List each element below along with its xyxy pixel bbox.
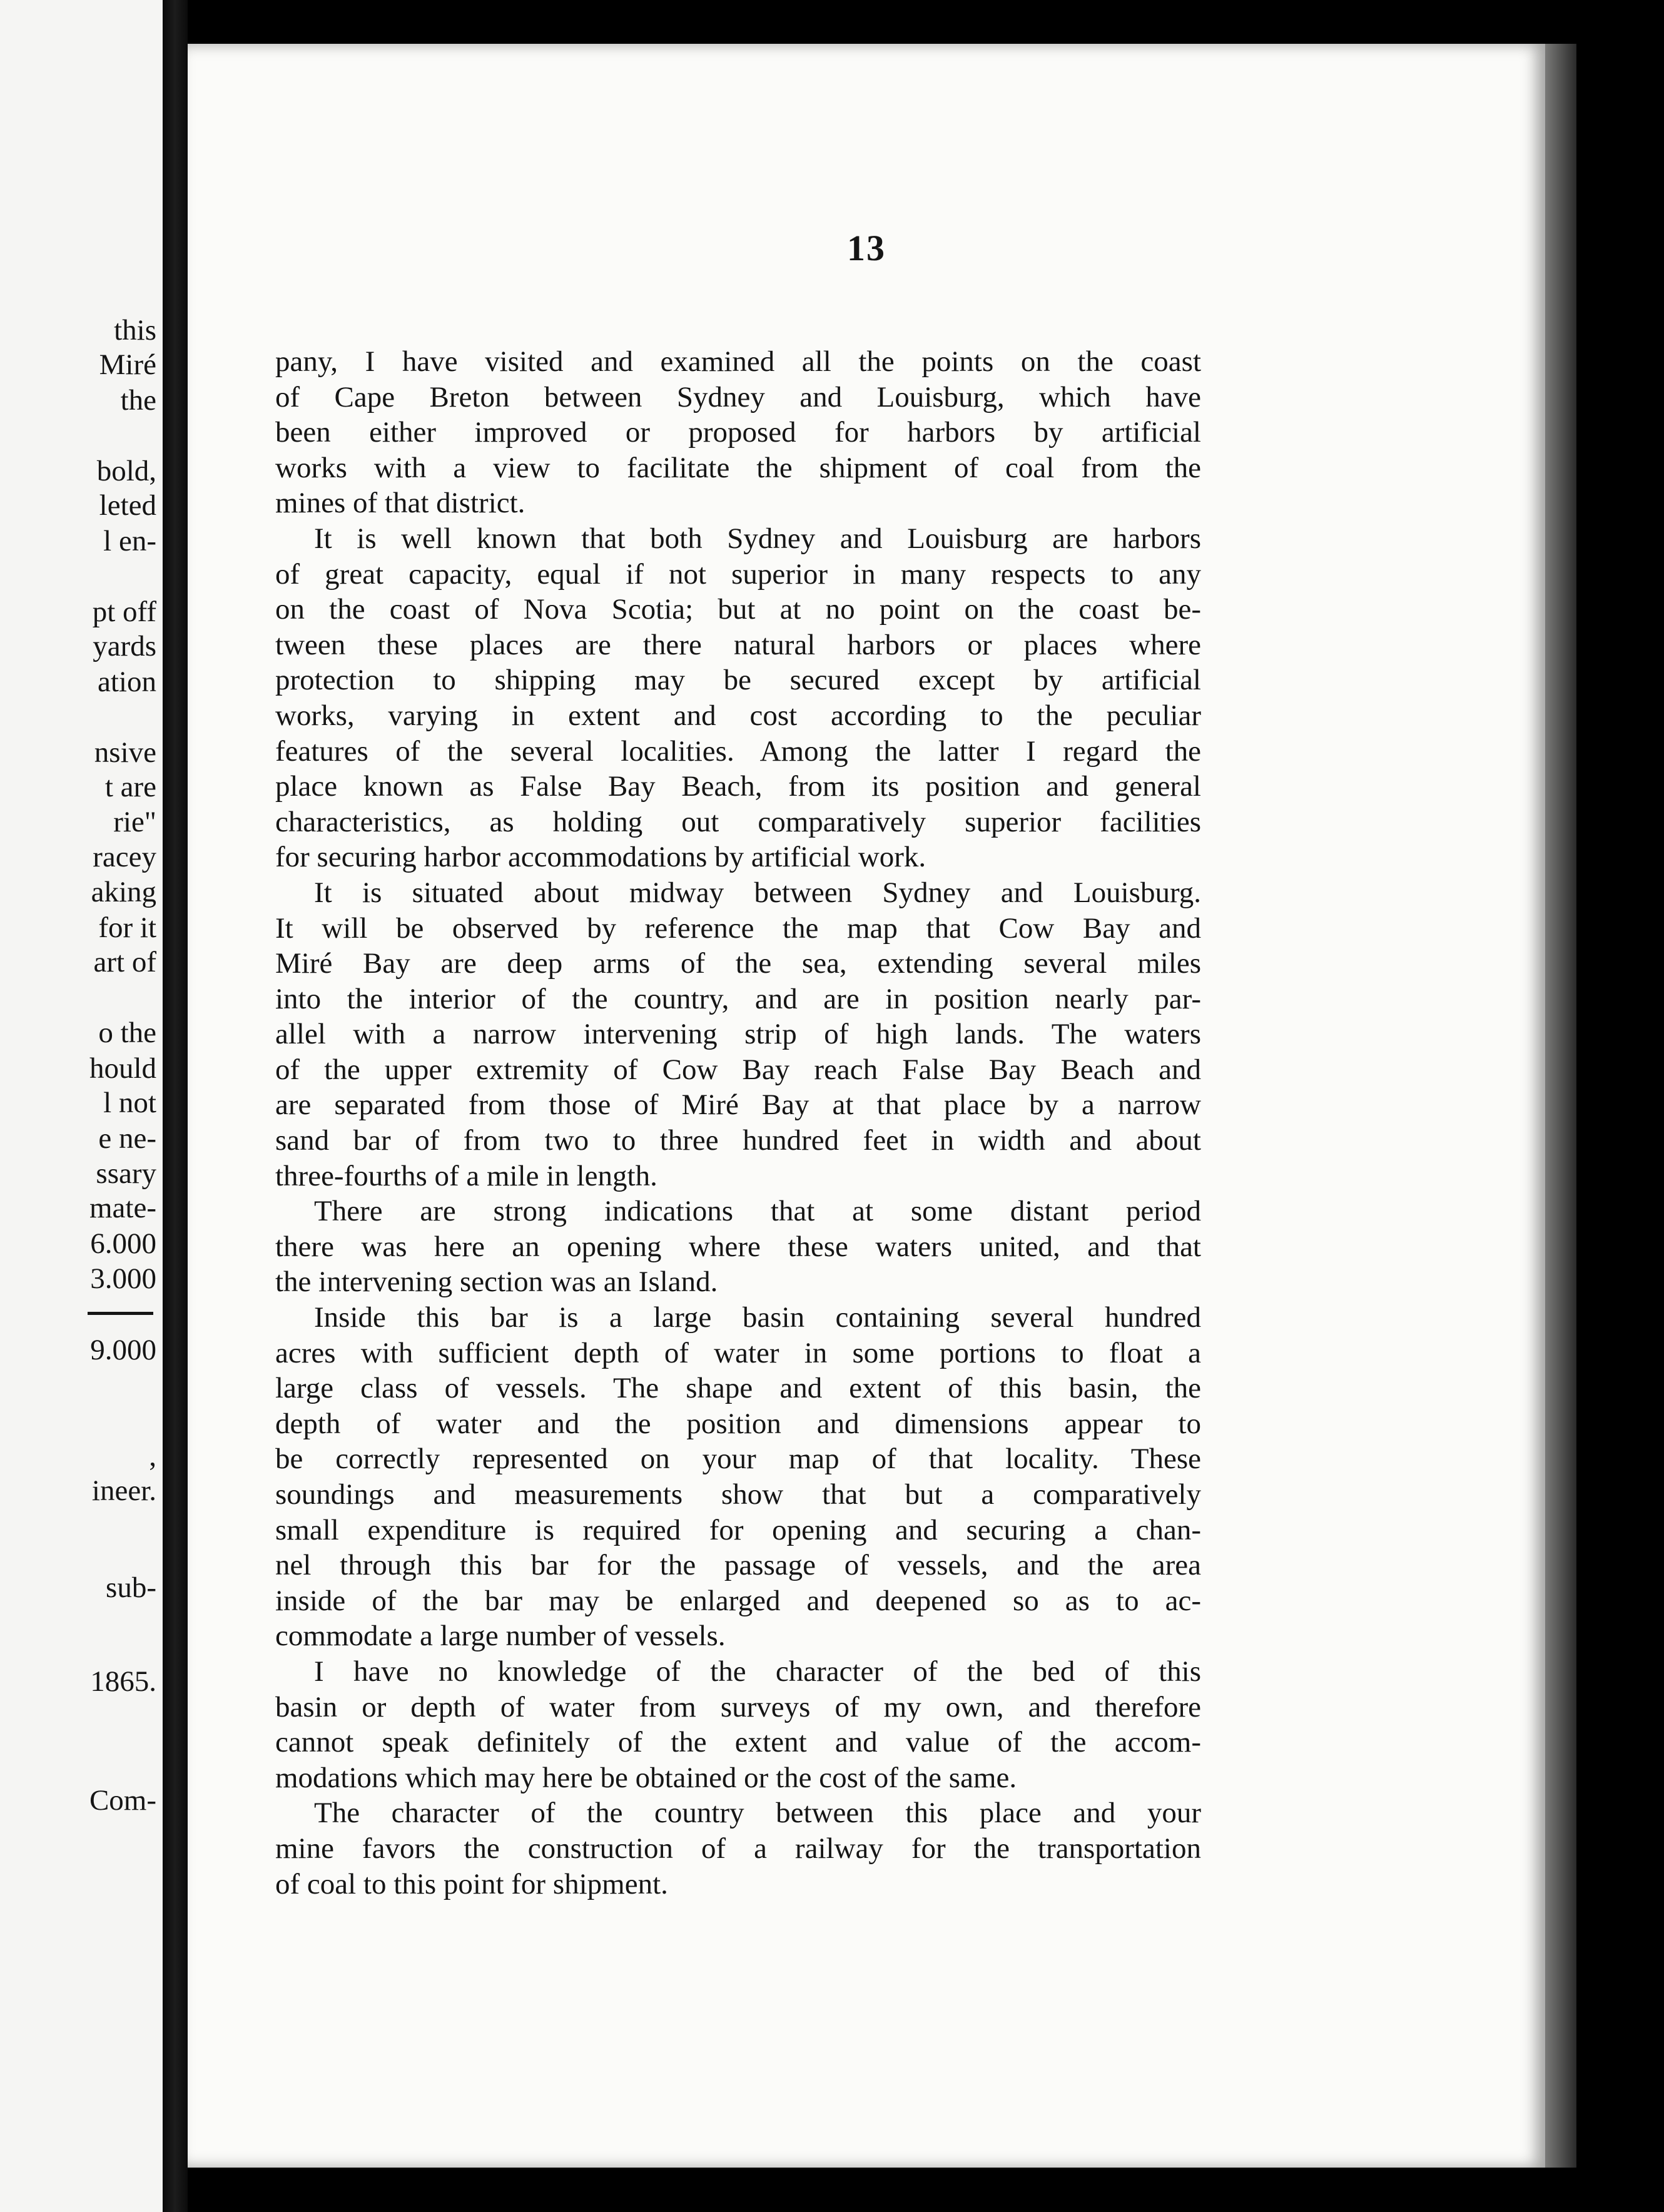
- text-line: mines of that district.: [275, 487, 525, 520]
- text-line: cannot speak definitely of the extent and value of the accom-: [275, 1726, 1201, 1759]
- text-line: characteristics, as holding out comparatively superior facilities: [275, 805, 1201, 838]
- facing-page-text-fragment: this: [114, 314, 156, 347]
- facing-page-text-fragment: yards: [93, 630, 156, 662]
- text-line: of coal to this point for shipment.: [275, 1867, 668, 1900]
- text-line: Inside this bar is a large basin containing several hundred: [314, 1301, 1201, 1334]
- facing-page-text-fragment: 3.000: [90, 1262, 156, 1295]
- facing-page-text-fragment: o the: [98, 1017, 156, 1049]
- text-line: for securing harbor accommodations by artificial work.: [275, 841, 926, 874]
- text-line: basin or depth of water from surveys of my own, and therefore: [275, 1690, 1201, 1723]
- facing-page-text-fragment: 9.000: [90, 1334, 156, 1366]
- text-line: be correctly represented on your map of that locality. These: [275, 1443, 1201, 1476]
- text-line: depth of water and the position and dimensions appear to: [275, 1407, 1201, 1440]
- text-line: Miré Bay are deep arms of the sea, extending several miles: [275, 947, 1201, 980]
- facing-page-text-fragment: hould: [89, 1052, 156, 1085]
- text-line: are separated from those of Miré Bay at that place by a narrow: [275, 1088, 1201, 1122]
- facing-page-text-fragment: the: [120, 384, 156, 417]
- text-line: sand bar of from two to three hundred feet in width and about: [275, 1124, 1201, 1157]
- facing-page-text-fragment: Miré: [99, 348, 156, 381]
- facing-page-text-fragment: racey: [93, 841, 156, 873]
- text-line: It is situated about midway between Sydney and Louisburg.: [314, 876, 1201, 909]
- text-line: commodate a large number of vessels.: [275, 1620, 726, 1653]
- text-line: three-fourths of a mile in length.: [275, 1159, 657, 1192]
- text-line: protection to shipping may be secured except by artificial: [275, 664, 1201, 697]
- facing-page-text-fragment: ,: [149, 1440, 156, 1473]
- facing-page-text-fragment: l not: [103, 1087, 156, 1119]
- facing-page-text-fragment: aking: [91, 876, 156, 908]
- text-line: allel with a narrow intervening strip of high lands. The waters: [275, 1018, 1201, 1051]
- text-line: It is well known that both Sydney and Louisburg are harbors: [314, 522, 1201, 555]
- facing-page-text-fragment: pt off: [92, 596, 156, 628]
- facing-page-text-fragment: for it: [98, 911, 156, 944]
- text-line: features of the several localities. Among the latter I regard the: [275, 734, 1201, 768]
- page-edge: [1545, 44, 1576, 2168]
- text-line: of the upper extremity of Cow Bay reach False Bay Beach and: [275, 1053, 1201, 1086]
- facing-page-text-fragment: ation: [98, 666, 156, 698]
- facing-page-text-fragment: art of: [93, 946, 156, 978]
- text-line: of Cape Breton between Sydney and Louisburg, which have: [275, 380, 1201, 413]
- document-page: [188, 44, 1545, 2168]
- text-line: small expenditure is required for opening and securing a chan-: [275, 1513, 1201, 1546]
- facing-page-text-fragment: sub-: [106, 1571, 156, 1604]
- text-line: modations which may here be obtained or the cost of the same.: [275, 1761, 1017, 1794]
- facing-page-text-fragment: leted: [99, 489, 156, 522]
- text-line: There are strong indications that at some distant period: [314, 1195, 1201, 1228]
- text-line: been either improved or proposed for harbors by artificial: [275, 416, 1201, 449]
- text-line: mine favors the construction of a railway for the transportation: [275, 1832, 1201, 1865]
- facing-page-text-fragment: 6.000: [90, 1227, 156, 1260]
- text-line: works with a view to facilitate the shipment of coal from the: [275, 451, 1201, 484]
- text-line: the intervening section was an Island.: [275, 1266, 718, 1299]
- facing-page-text-fragment: nsive: [94, 736, 156, 769]
- text-line: works, varying in extent and cost according to the peculiar: [275, 699, 1201, 732]
- sum-rule: [88, 1312, 153, 1315]
- page-number: 13: [847, 228, 886, 268]
- text-line: soundings and measurements show that but a comparatively: [275, 1478, 1201, 1511]
- body-text: [275, 344, 1201, 1902]
- text-line: into the interior of the country, and are in position nearly par-: [275, 982, 1201, 1015]
- text-line: I have no knowledge of the character of the bed of this: [314, 1655, 1201, 1688]
- facing-page-text-fragment: Com-: [89, 1784, 156, 1817]
- facing-page-text-fragment: e ne-: [98, 1122, 156, 1155]
- text-line: there was here an opening where these waters united, and that: [275, 1230, 1201, 1263]
- text-line: nel through this bar for the passage of vessels, and the area: [275, 1549, 1201, 1582]
- text-line: place known as False Bay Beach, from its position and general: [275, 770, 1201, 803]
- facing-page-text-fragment: mate-: [89, 1192, 156, 1224]
- facing-page-text-fragment: l en-: [103, 525, 156, 557]
- text-line: on the coast of Nova Scotia; but at no point on the coast be-: [275, 593, 1201, 626]
- text-line: pany, I have visited and examined all the points on the coast: [275, 345, 1201, 378]
- facing-page-text-fragment: t are: [104, 771, 156, 803]
- text-line: tween these places are there natural harbors or places where: [275, 628, 1201, 661]
- text-line: It will be observed by reference the map that Cow Bay and: [275, 911, 1201, 945]
- facing-page-text-fragment: 1865.: [90, 1665, 156, 1698]
- text-line: The character of the country between this place and your: [314, 1797, 1201, 1830]
- facing-page-text-fragment: rie": [113, 806, 156, 838]
- facing-page-text-fragment: ssary: [96, 1157, 156, 1190]
- text-line: large class of vessels. The shape and extent of this basin, the: [275, 1372, 1201, 1405]
- facing-page-text-fragment: bold,: [96, 455, 156, 487]
- text-line: of great capacity, equal if not superior in many respects to any: [275, 557, 1201, 591]
- text-line: acres with sufficient depth of water in some portions to float a: [275, 1336, 1201, 1369]
- text-line: inside of the bar may be enlarged and deepened so as to ac-: [275, 1584, 1201, 1617]
- book-spine: [163, 0, 188, 2212]
- facing-page-fragment: [0, 0, 163, 2212]
- facing-page-text-fragment: ineer.: [91, 1474, 156, 1507]
